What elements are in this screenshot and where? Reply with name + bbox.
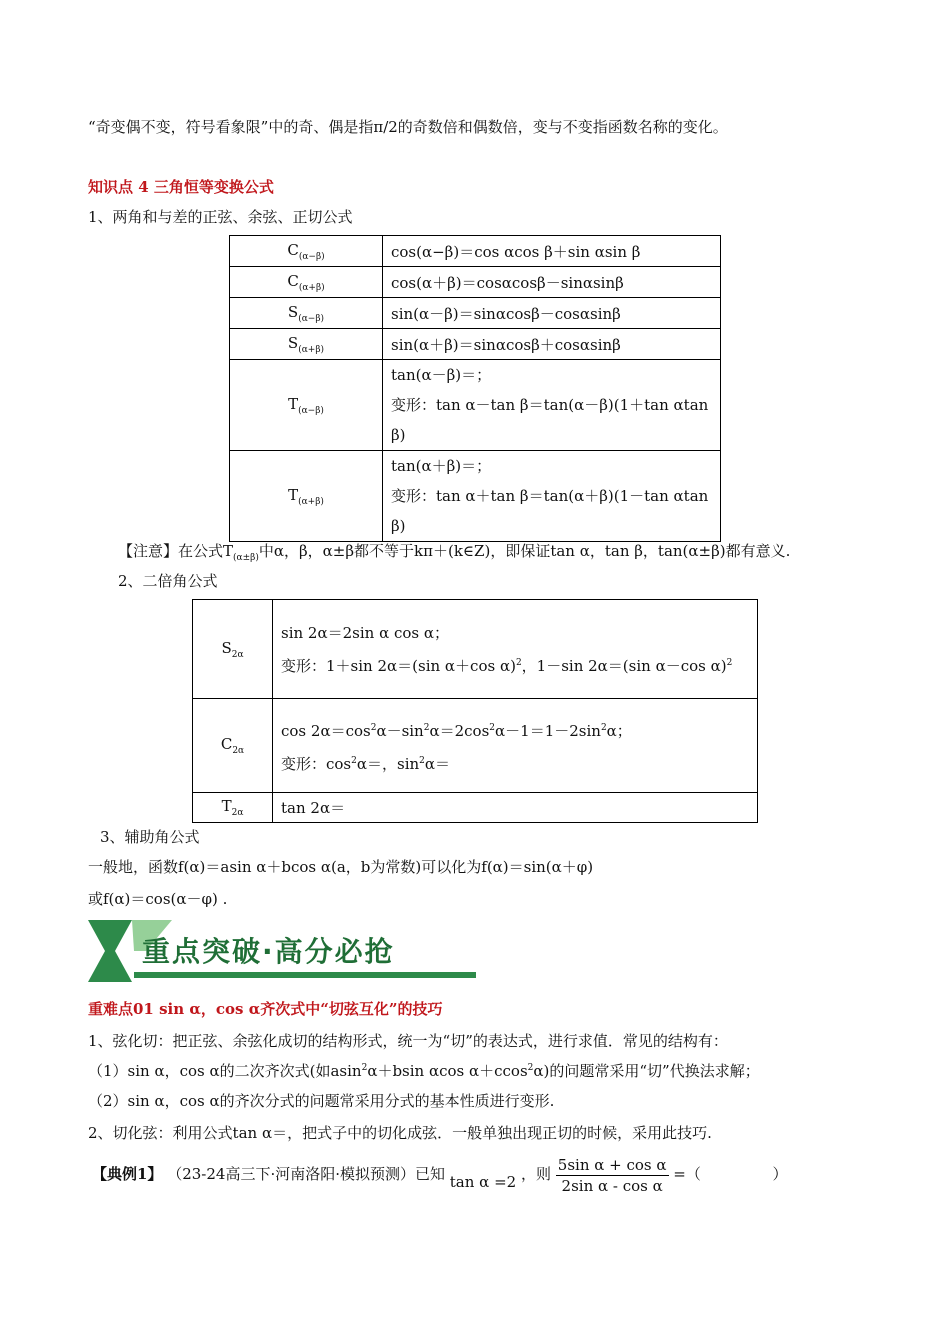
paragraph-1: 1、弦化切：把正弦、余弦化成切的结构形式，统一为“切”的表达式，进行求值．常见的结构有：	[88, 1032, 728, 1050]
fraction-numerator: 5sin α + cos α	[557, 1155, 667, 1174]
formula-value: cos(α＋β)＝cosαcosβ－sinαsinβ	[383, 267, 721, 298]
sum-difference-formula-table	[229, 235, 721, 542]
formula-key: $C_{(\alpha+\beta)}$	[230, 267, 383, 298]
example-equals: =（	[673, 1165, 701, 1183]
key-breakthrough-banner	[88, 920, 476, 982]
section-3-heading: 3、辅助角公式	[100, 828, 200, 846]
formula-value: cos(α−β)＝cos αcos β＋sin αsin β	[383, 236, 721, 267]
section-1-heading: 1、两角和与差的正弦、余弦、正切公式	[88, 208, 353, 226]
section-2-heading: 2、二倍角公式	[118, 572, 218, 590]
banner-underline	[134, 972, 476, 978]
formula-key: $S_{2\alpha}$	[193, 600, 273, 699]
formula-key: $T_{2\alpha}$	[193, 793, 273, 823]
double-angle-formula-table	[192, 599, 758, 823]
paragraph-3: （2）sin α，cos α的齐次分式的问题常采用分式的基本性质进行变形.	[88, 1092, 555, 1110]
auxiliary-angle-line-2: 或f(α)＝cos(α－φ) .	[88, 890, 228, 908]
knowledge-point-4-title: 知识点 4 三角恒等变换公式	[88, 178, 274, 196]
auxiliary-angle-line-1: 一般地，函数f(α)＝asin α＋bcos α(a，b为常数)可以化为f(α)＝sin(α＋φ)	[88, 858, 594, 876]
paragraph-4: 2、切化弦：利用公式tan α＝，把式子中的切化成弦．一般单独出现正切的时候，采用此技巧.	[88, 1124, 712, 1142]
formula-value: tan(α＋β)＝； 变形：tan α＋tan β＝tan(α＋β)(1－tan αtan β)	[383, 451, 721, 542]
paragraph-2: （1）sin α，cos α的二次齐次式(如asin$^2$α＋bsin αcos α＋ccos$^2$α)的问题常采用“切”代换法求解；	[88, 1062, 760, 1080]
formula-value: sin(α＋β)＝sinαcosβ＋cosαsinβ	[383, 329, 721, 360]
formula-key: $T_{(\alpha+\beta)}$	[230, 451, 383, 542]
formula-key: $S_{(\alpha+\beta)}$	[230, 329, 383, 360]
example-fraction	[556, 1155, 669, 1196]
banner-title: 重点突破·高分必抢	[142, 935, 395, 968]
formula-value: tan 2α＝	[273, 793, 758, 823]
example-1	[92, 1152, 787, 1204]
formula-key: $S_{(\alpha-\beta)}$	[230, 298, 383, 329]
formula-value: tan(α－β)＝； 变形：tan α－tan β＝tan(α－β)(1＋tan αtan β)	[383, 360, 721, 451]
formula-key: $T_{(\alpha-\beta)}$	[230, 360, 383, 451]
banner-left-chevron	[88, 920, 132, 982]
formula-value: sin(α－β)＝sinαcosβ－cosαsinβ	[383, 298, 721, 329]
formula-key: $C_{(\alpha-\beta)}$	[230, 236, 383, 267]
formula-value: $\cos 2\alpha=\cos^2\alpha-\sin^2\alpha=2\cos^2\alpha-1=1-2\sin^2\alpha$； 变形：$\cos^2\alpha=$，$\sin^2\alpha=$	[273, 699, 758, 793]
note-text: 【注意】在公式$T_{(\alpha\pm\beta)}$中α，β，α±β都不等于kπ＋(k∈Z)，即保证tan α，tan β，tan(α±β)都有意义.	[118, 542, 791, 563]
intro-text: “奇变偶不变，符号看象限”中的奇、偶是指π/2的奇数倍和偶数倍，变与不变指函数名称的变化。	[88, 118, 728, 136]
formula-key: $C_{2\alpha}$	[193, 699, 273, 793]
example-source: （23-24高三下·河南洛阳·模拟预测）已知	[167, 1165, 445, 1183]
key-difficulty-01-title: 重难点01 sin α，cos α齐次式中“切弦互化”的技巧	[88, 1000, 443, 1018]
example-answer-blank: ）	[772, 1165, 788, 1183]
example-condition: tan α =2	[449, 1173, 517, 1191]
example-then: ，则	[520, 1165, 551, 1183]
example-label: 【典例1】	[92, 1165, 163, 1183]
fraction-denominator: 2sin α - cos α	[561, 1176, 663, 1195]
formula-value: sin 2α＝2sin α cos α； 变形：1＋sin 2α＝(sin α＋cos α)$^2$，1－sin 2α＝(sin α－cos α)$^2$	[273, 600, 758, 699]
